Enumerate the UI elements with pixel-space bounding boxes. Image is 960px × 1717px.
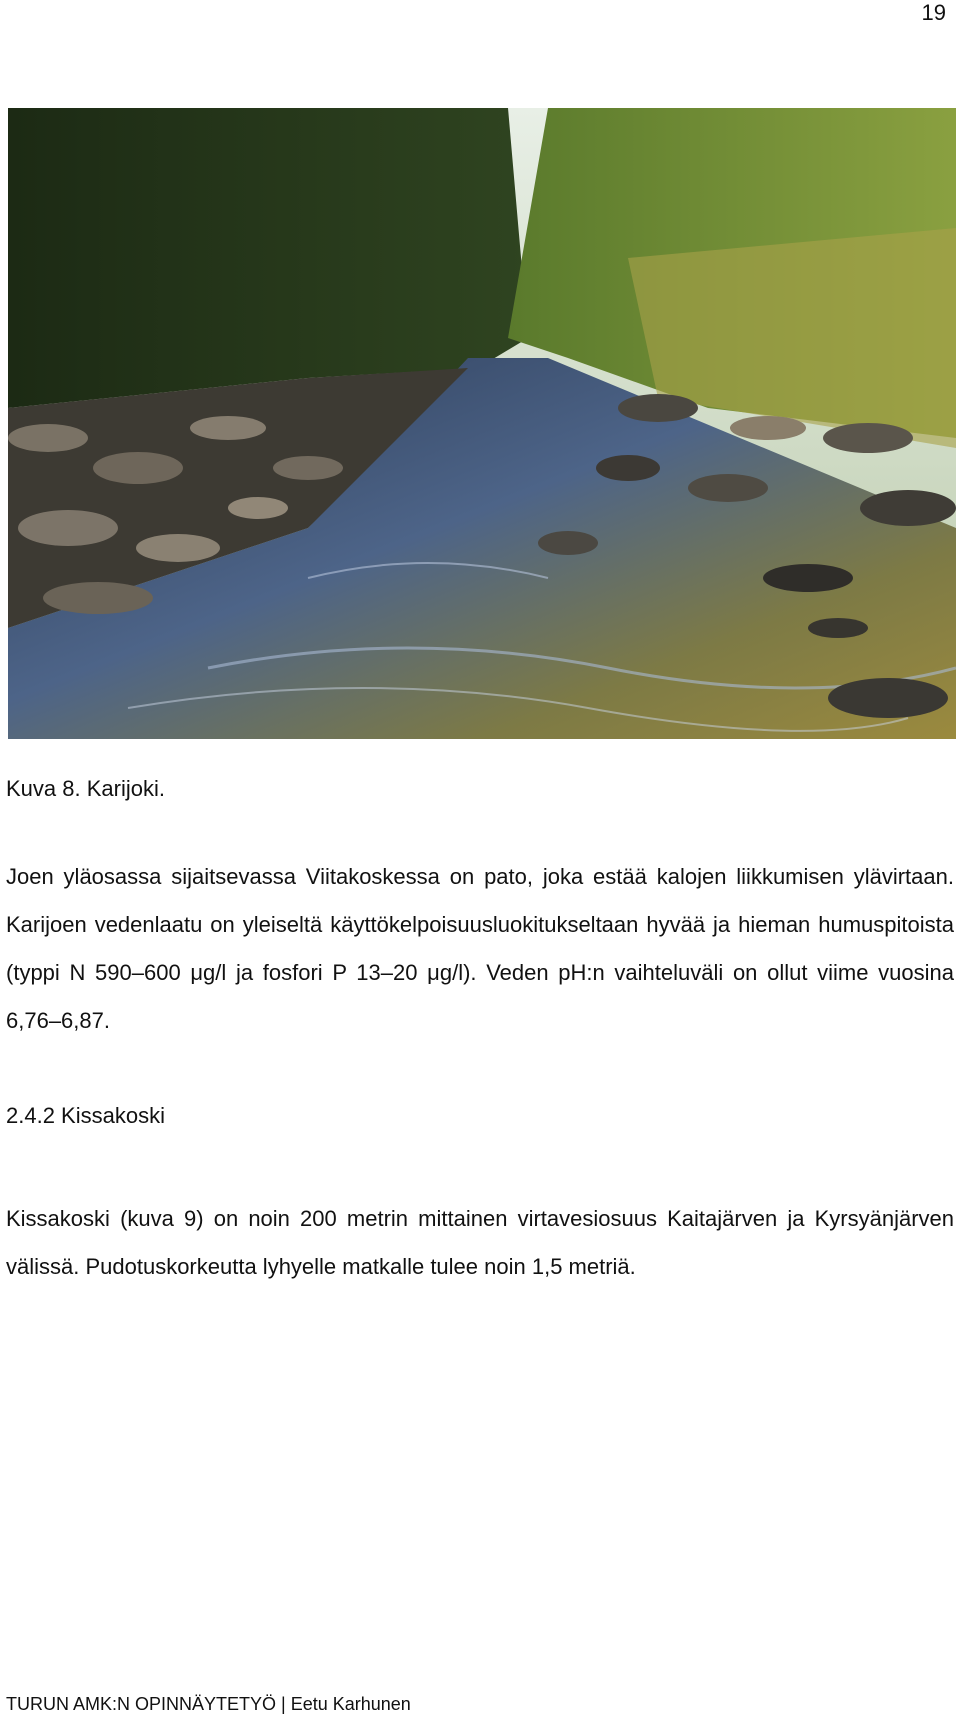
paragraph-2: Kissakoski (kuva 9) on noin 200 metrin mittainen virtavesiosuus Kaitajärven ja Kyrsyänjärven välissä. Pudotuskorkeutta lyhyelle matkalle tulee noin 1,5 metriä. xyxy=(6,1206,954,1279)
paragraph-1: Joen yläosassa sijaitsevassa Viitakoskessa on pato, joka estää kalojen liikkumisen ylävirtaan. Karijoen vedenlaatu on yleiseltä käyttökelpoisuusluokitukseltaan hyvää ja hieman humuspitoista (typpi N 590–600 μg/l ja fosfori P 13–20 μg/l). Veden pH:n vaihteluväli on ollut viime vuosina 6,76–6,87. xyxy=(6,864,954,1033)
figure-caption: Kuva 8. Karijoki. xyxy=(6,776,165,801)
page-number: 19 xyxy=(921,0,946,25)
river-photo xyxy=(8,108,956,739)
section-heading: 2.4.2 Kissakoski xyxy=(6,1103,165,1128)
page-footer: TURUN AMK:N OPINNÄYTETYÖ | Eetu Karhunen xyxy=(6,1694,411,1714)
